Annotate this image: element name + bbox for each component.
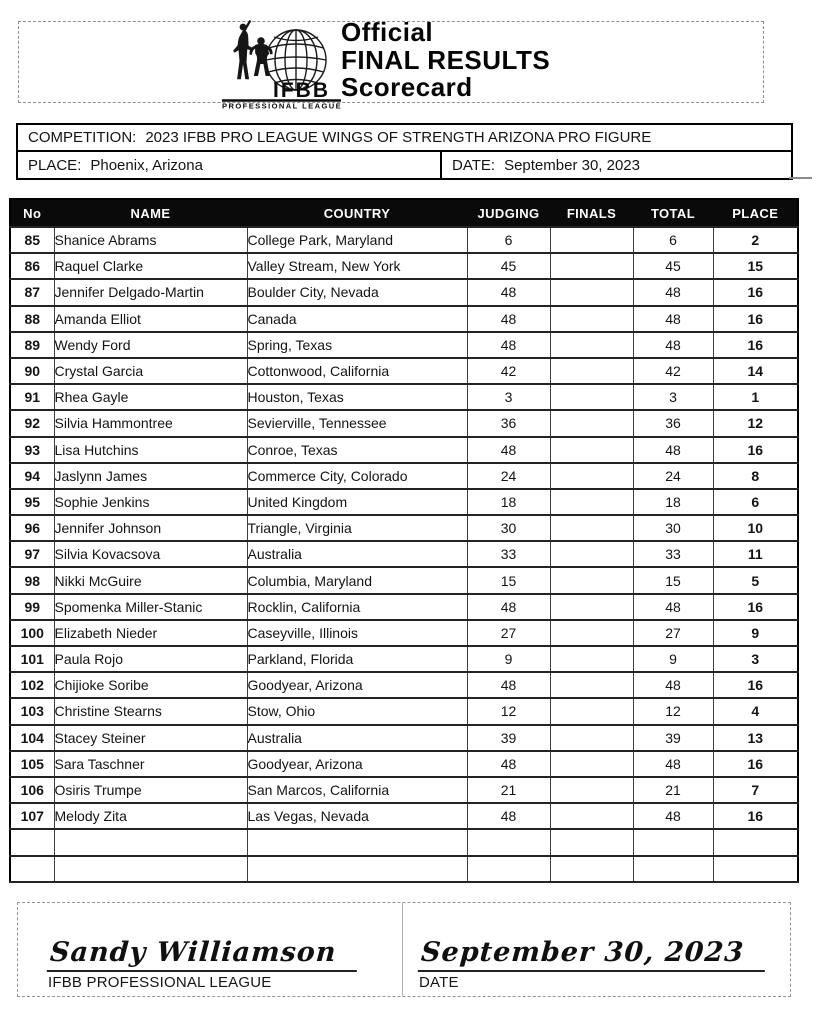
box-edge-extension-line — [789, 177, 812, 179]
cell-total: 6 — [633, 227, 713, 253]
results-table — [9, 198, 799, 883]
cell-name: Crystal Garcia — [54, 358, 247, 384]
cell-judging: 15 — [467, 567, 550, 593]
cell-name: Nikki McGuire — [54, 567, 247, 593]
cell-country: San Marcos, California — [247, 777, 467, 803]
cell-country: Conroe, Texas — [247, 437, 467, 463]
official-signature-label: IFBB PROFESSIONAL LEAGUE — [48, 974, 272, 991]
cell-name: Sophie Jenkins — [54, 489, 247, 515]
table-row — [10, 541, 798, 567]
cell-name: Shanice Abrams — [54, 227, 247, 253]
col-header-place: PLACE — [713, 199, 798, 227]
cell-country: Cottonwood, California — [247, 358, 467, 384]
place-value: Phoenix, Arizona — [90, 156, 203, 174]
cell-finals — [550, 515, 633, 541]
cell-country: Goodyear, Arizona — [247, 672, 467, 698]
ifbb-logo — [222, 14, 342, 110]
cell-name: Silvia Kovacsova — [54, 541, 247, 567]
table-row — [10, 410, 798, 436]
cell-no: 100 — [10, 620, 54, 646]
cell-total: 24 — [633, 463, 713, 489]
posing-figures-icon — [233, 20, 272, 79]
cell-judging: 48 — [467, 594, 550, 620]
table-row — [10, 829, 798, 855]
cell-name: Melody Zita — [54, 803, 247, 829]
cell-no — [10, 829, 54, 855]
cell-name: Raquel Clarke — [54, 253, 247, 279]
cell-place: 2 — [713, 227, 798, 253]
cell-judging: 18 — [467, 489, 550, 515]
official-signature-cell — [18, 903, 403, 996]
cell-judging: 48 — [467, 437, 550, 463]
cell-total: 18 — [633, 489, 713, 515]
cell-no: 99 — [10, 594, 54, 620]
cell-place: 16 — [713, 306, 798, 332]
cell-total: 39 — [633, 725, 713, 751]
cell-finals — [550, 698, 633, 724]
cell-finals — [550, 620, 633, 646]
table-row — [10, 384, 798, 410]
cell-finals — [550, 803, 633, 829]
cell-total: 48 — [633, 332, 713, 358]
cell-no: 88 — [10, 306, 54, 332]
cell-judging: 48 — [467, 672, 550, 698]
cell-judging: 36 — [467, 410, 550, 436]
cell-no: 96 — [10, 515, 54, 541]
cell-place: 5 — [713, 567, 798, 593]
date-signature-label: DATE — [419, 974, 459, 991]
official-signature: Sandy Williamson — [47, 937, 360, 972]
date-value: September 30, 2023 — [504, 156, 640, 174]
cell-total: 48 — [633, 594, 713, 620]
cell-finals — [550, 541, 633, 567]
cell-no: 90 — [10, 358, 54, 384]
cell-total — [633, 829, 713, 855]
date-signature-cell — [403, 903, 790, 996]
cell-finals — [550, 279, 633, 305]
cell-place: 16 — [713, 332, 798, 358]
cell-country: Goodyear, Arizona — [247, 751, 467, 777]
cell-total: 15 — [633, 567, 713, 593]
cell-place: 4 — [713, 698, 798, 724]
table-row — [10, 489, 798, 515]
table-row — [10, 620, 798, 646]
cell-judging: 12 — [467, 698, 550, 724]
cell-finals — [550, 594, 633, 620]
cell-name: Jaslynn James — [54, 463, 247, 489]
cell-total: 48 — [633, 279, 713, 305]
cell-name: Wendy Ford — [54, 332, 247, 358]
cell-finals — [550, 567, 633, 593]
table-row — [10, 358, 798, 384]
table-row — [10, 227, 798, 253]
cell-finals — [550, 751, 633, 777]
cell-judging: 3 — [467, 384, 550, 410]
competition-row — [18, 125, 791, 152]
cell-judging: 21 — [467, 777, 550, 803]
cell-place: 14 — [713, 358, 798, 384]
place-date-row — [18, 152, 791, 178]
cell-finals — [550, 646, 633, 672]
cell-country: Caseyville, Illinois — [247, 620, 467, 646]
header-box — [18, 17, 764, 111]
cell-no: 95 — [10, 489, 54, 515]
cell-no: 85 — [10, 227, 54, 253]
date-signature: September 30, 2023 — [418, 937, 767, 972]
cell-no: 89 — [10, 332, 54, 358]
competition-box — [16, 123, 793, 180]
cell-name: Amanda Elliot — [54, 306, 247, 332]
cell-no: 92 — [10, 410, 54, 436]
col-header-total: TOTAL — [633, 199, 713, 227]
cell-country: Australia — [247, 541, 467, 567]
cell-name — [54, 829, 247, 855]
results-table-body — [10, 227, 798, 882]
table-row — [10, 646, 798, 672]
cell-judging: 48 — [467, 279, 550, 305]
table-row — [10, 567, 798, 593]
cell-judging: 48 — [467, 306, 550, 332]
cell-total — [633, 856, 713, 882]
cell-no: 107 — [10, 803, 54, 829]
cell-name: Silvia Hammontree — [54, 410, 247, 436]
cell-finals — [550, 358, 633, 384]
cell-total: 36 — [633, 410, 713, 436]
cell-finals — [550, 856, 633, 882]
cell-judging: 42 — [467, 358, 550, 384]
place-label: PLACE: — [28, 156, 82, 174]
cell-judging — [467, 856, 550, 882]
cell-no: 102 — [10, 672, 54, 698]
cell-no: 86 — [10, 253, 54, 279]
cell-country: Houston, Texas — [247, 384, 467, 410]
cell-name: Lisa Hutchins — [54, 437, 247, 463]
title-line-official: Official — [341, 17, 434, 47]
cell-total: 48 — [633, 751, 713, 777]
cell-name: Sara Taschner — [54, 751, 247, 777]
cell-country: Canada — [247, 306, 467, 332]
cell-place: 16 — [713, 437, 798, 463]
cell-name: Spomenka Miller-Stanic — [54, 594, 247, 620]
cell-total: 30 — [633, 515, 713, 541]
cell-name: Jennifer Delgado-Martin — [54, 279, 247, 305]
cell-finals — [550, 777, 633, 803]
cell-place: 16 — [713, 594, 798, 620]
cell-finals — [550, 725, 633, 751]
cell-place — [713, 829, 798, 855]
table-row — [10, 594, 798, 620]
cell-total: 3 — [633, 384, 713, 410]
cell-finals — [550, 384, 633, 410]
cell-place: 11 — [713, 541, 798, 567]
cell-finals — [550, 829, 633, 855]
cell-total: 9 — [633, 646, 713, 672]
cell-place: 6 — [713, 489, 798, 515]
cell-no: 93 — [10, 437, 54, 463]
logo-ifbb-text: IFBB — [273, 79, 330, 102]
table-row — [10, 253, 798, 279]
table-row — [10, 306, 798, 332]
cell-country: Boulder City, Nevada — [247, 279, 467, 305]
cell-total: 48 — [633, 306, 713, 332]
cell-name: Stacey Steiner — [54, 725, 247, 751]
cell-country: College Park, Maryland — [247, 227, 467, 253]
cell-no: 104 — [10, 725, 54, 751]
cell-finals — [550, 489, 633, 515]
table-row — [10, 279, 798, 305]
cell-no: 91 — [10, 384, 54, 410]
title-line-scorecard: Scorecard — [341, 72, 473, 102]
cell-total: 12 — [633, 698, 713, 724]
cell-judging: 24 — [467, 463, 550, 489]
cell-total: 48 — [633, 437, 713, 463]
cell-name: Jennifer Johnson — [54, 515, 247, 541]
cell-no: 97 — [10, 541, 54, 567]
cell-finals — [550, 306, 633, 332]
cell-total: 48 — [633, 803, 713, 829]
table-row — [10, 751, 798, 777]
cell-name — [54, 856, 247, 882]
cell-country: Triangle, Virginia — [247, 515, 467, 541]
col-header-judging: JUDGING — [467, 199, 550, 227]
cell-no: 103 — [10, 698, 54, 724]
cell-finals — [550, 672, 633, 698]
title-line-final-results: FINAL RESULTS — [341, 44, 551, 75]
cell-total: 33 — [633, 541, 713, 567]
cell-finals — [550, 463, 633, 489]
cell-country: Spring, Texas — [247, 332, 467, 358]
cell-country: Las Vegas, Nevada — [247, 803, 467, 829]
table-row — [10, 437, 798, 463]
cell-finals — [550, 410, 633, 436]
competition-value: 2023 IFBB PRO LEAGUE WINGS OF STRENGTH ARIZONA PRO FIGURE — [145, 129, 652, 146]
signature-box — [17, 902, 791, 997]
cell-no: 98 — [10, 567, 54, 593]
cell-place: 1 — [713, 384, 798, 410]
cell-place: 10 — [713, 515, 798, 541]
cell-judging: 30 — [467, 515, 550, 541]
table-row — [10, 672, 798, 698]
cell-finals — [550, 437, 633, 463]
cell-no: 87 — [10, 279, 54, 305]
cell-total: 45 — [633, 253, 713, 279]
cell-country: Australia — [247, 725, 467, 751]
cell-judging: 48 — [467, 751, 550, 777]
table-row — [10, 463, 798, 489]
cell-place: 15 — [713, 253, 798, 279]
cell-name: Elizabeth Nieder — [54, 620, 247, 646]
cell-country: Rocklin, California — [247, 594, 467, 620]
cell-country: Stow, Ohio — [247, 698, 467, 724]
cell-judging: 45 — [467, 253, 550, 279]
cell-place: 8 — [713, 463, 798, 489]
cell-country: United Kingdom — [247, 489, 467, 515]
logo-league-text: PROFESSIONAL LEAGUE — [222, 101, 343, 111]
cell-no: 106 — [10, 777, 54, 803]
cell-no — [10, 856, 54, 882]
cell-country: Commerce City, Colorado — [247, 463, 467, 489]
cell-name: Osiris Trumpe — [54, 777, 247, 803]
cell-finals — [550, 332, 633, 358]
table-row — [10, 777, 798, 803]
cell-judging: 33 — [467, 541, 550, 567]
cell-judging: 9 — [467, 646, 550, 672]
cell-name: Rhea Gayle — [54, 384, 247, 410]
place-cell — [18, 152, 442, 178]
cell-name: Christine Stearns — [54, 698, 247, 724]
cell-place: 7 — [713, 777, 798, 803]
date-cell — [442, 152, 791, 178]
cell-place: 16 — [713, 751, 798, 777]
cell-judging: 6 — [467, 227, 550, 253]
cell-total: 42 — [633, 358, 713, 384]
table-row — [10, 332, 798, 358]
cell-country: Sevierville, Tennessee — [247, 410, 467, 436]
cell-judging: 48 — [467, 332, 550, 358]
cell-no: 105 — [10, 751, 54, 777]
date-label: DATE: — [452, 156, 496, 174]
cell-name: Paula Rojo — [54, 646, 247, 672]
cell-judging — [467, 829, 550, 855]
cell-finals — [550, 253, 633, 279]
cell-total: 21 — [633, 777, 713, 803]
cell-place: 16 — [713, 672, 798, 698]
cell-country — [247, 856, 467, 882]
table-row — [10, 515, 798, 541]
cell-name: Chijioke Soribe — [54, 672, 247, 698]
cell-no: 101 — [10, 646, 54, 672]
scorecard-title — [341, 19, 741, 102]
competition-label: COMPETITION: — [28, 129, 137, 146]
cell-place: 16 — [713, 803, 798, 829]
cell-place: 12 — [713, 410, 798, 436]
table-row — [10, 856, 798, 882]
cell-country: Columbia, Maryland — [247, 567, 467, 593]
col-header-no: No — [10, 199, 54, 227]
cell-judging: 39 — [467, 725, 550, 751]
cell-place: 9 — [713, 620, 798, 646]
table-header-row — [10, 199, 798, 227]
cell-judging: 48 — [467, 803, 550, 829]
cell-place — [713, 856, 798, 882]
cell-place: 13 — [713, 725, 798, 751]
cell-country — [247, 829, 467, 855]
cell-no: 94 — [10, 463, 54, 489]
table-row — [10, 803, 798, 829]
cell-place: 3 — [713, 646, 798, 672]
cell-total: 27 — [633, 620, 713, 646]
cell-country: Parkland, Florida — [247, 646, 467, 672]
table-row — [10, 725, 798, 751]
cell-place: 16 — [713, 279, 798, 305]
cell-judging: 27 — [467, 620, 550, 646]
table-row — [10, 698, 798, 724]
col-header-finals: FINALS — [550, 199, 633, 227]
col-header-name: NAME — [54, 199, 247, 227]
col-header-country: COUNTRY — [247, 199, 467, 227]
cell-total: 48 — [633, 672, 713, 698]
cell-finals — [550, 227, 633, 253]
cell-country: Valley Stream, New York — [247, 253, 467, 279]
